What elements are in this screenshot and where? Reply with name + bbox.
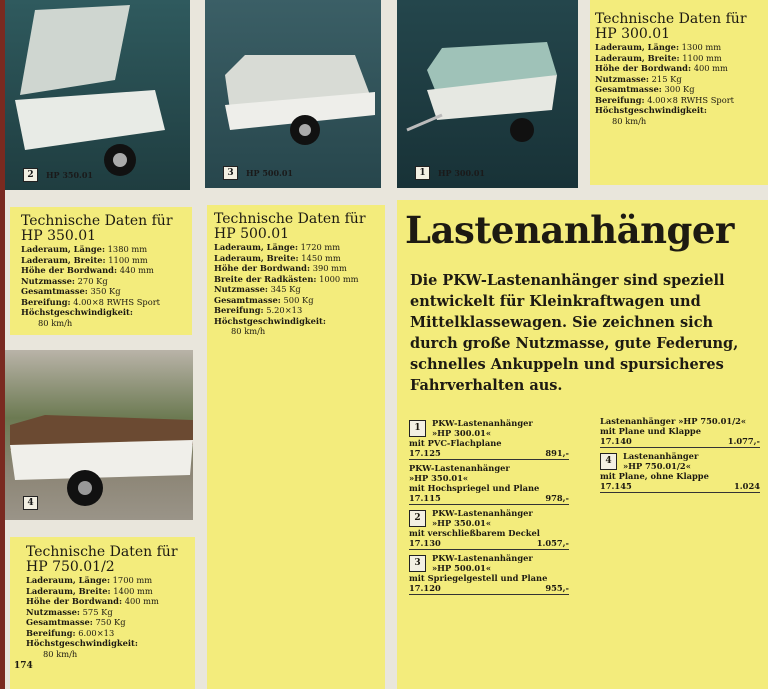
product-item xyxy=(409,508,569,550)
product-price: 1.024 xyxy=(734,481,760,491)
page-number: 174 xyxy=(14,661,33,671)
product-model: »HP 500.01« xyxy=(432,563,492,573)
product-code: 17.130 xyxy=(409,538,441,548)
spec-label: Bereifung: xyxy=(595,94,645,105)
product-name: Lastenanhänger xyxy=(623,451,699,461)
product-price: 1.077,- xyxy=(727,436,760,446)
product-description: mit PVC-Flachplane xyxy=(409,438,502,448)
spec-row xyxy=(595,105,768,116)
spec-label: Laderaum, Breite: xyxy=(21,254,106,265)
spec-title: Technische Daten für xyxy=(214,211,366,227)
spec-label: Gesamtmasse: xyxy=(26,617,93,627)
spec-value: 1380 mm xyxy=(107,244,148,254)
spec-label: Laderaum, Breite: xyxy=(214,252,299,263)
spec-box-hp300 xyxy=(590,0,768,185)
spec-model: HP 500.01 xyxy=(214,226,290,242)
spec-value: 5.20×13 xyxy=(266,305,303,315)
spec-row xyxy=(26,628,195,639)
spec-row xyxy=(26,607,195,618)
spec-value: 1100 mm xyxy=(108,254,148,265)
spec-row xyxy=(21,276,192,287)
spec-row xyxy=(214,263,385,274)
page-title: Lastenanhänger xyxy=(405,208,734,252)
spec-value: 575 Kg xyxy=(82,606,113,617)
spec-value: 440 mm xyxy=(119,265,154,275)
spec-label: Höhe der Bordwand: xyxy=(595,63,692,73)
spec-value: 750 Kg xyxy=(95,617,126,627)
spec-model: HP 350.01 xyxy=(21,228,97,244)
spec-label: Bereifung: xyxy=(26,627,76,638)
spec-value: 4.00×8 RWHS Sport xyxy=(73,296,161,307)
spec-value: 1000 mm xyxy=(319,273,359,284)
spec-value: 215 Kg xyxy=(651,73,682,84)
spec-value: 6.00×13 xyxy=(78,627,115,638)
spec-value: 345 Kg xyxy=(270,284,301,294)
spec-row xyxy=(214,284,385,295)
spec-row xyxy=(21,244,192,255)
product-code: 17.140 xyxy=(600,436,632,446)
spec-label: Breite der Radkästen: xyxy=(214,273,317,284)
spec-value: 80 km/h xyxy=(231,326,266,336)
spec-row xyxy=(21,307,192,318)
spec-row xyxy=(214,316,385,327)
spec-model: HP 300.01 xyxy=(595,26,671,42)
spec-row xyxy=(595,53,768,64)
spec-box-hp750 xyxy=(10,537,195,689)
spec-value: 4.00×8 RWHS Sport xyxy=(647,94,735,105)
photo-caption: HP 500.01 xyxy=(246,168,293,178)
spec-value: 500 Kg xyxy=(283,294,314,305)
spec-label: Gesamtmasse: xyxy=(21,286,88,296)
spec-value: 300 Kg xyxy=(664,84,695,94)
product-model: »HP 300.01« xyxy=(432,428,492,438)
photo-number: 3 xyxy=(223,166,238,180)
intro-text: Die PKW-Lastenanhänger sind speziell entwickelt für Kleinkraftwagen und Mittelklassewagen. Sie zeichnen sich durch große Nutzmasse, gute Federung, schnelles Ankuppeln und spursicheres Fahrverhalten aus. xyxy=(410,272,739,394)
product-item xyxy=(409,553,569,595)
product-name: PKW-Lastenanhänger xyxy=(432,418,533,428)
spec-row xyxy=(214,295,385,306)
spec-value: 400 mm xyxy=(124,596,159,606)
product-code: 17.120 xyxy=(409,583,441,593)
product-name: PKW-Lastenanhänger xyxy=(409,463,510,473)
product-name: PKW-Lastenanhänger xyxy=(432,508,533,518)
product-name: PKW-Lastenanhänger xyxy=(432,553,533,563)
photo-hp750 xyxy=(5,350,193,520)
photo-number: 2 xyxy=(23,168,38,182)
spec-box-hp350 xyxy=(10,207,192,335)
spec-label: Nutzmasse: xyxy=(595,73,649,84)
product-description: mit Spriegelgestell und Plane xyxy=(409,573,548,583)
spec-value: 1700 mm xyxy=(112,575,153,585)
product-number: 1 xyxy=(409,420,426,437)
product-number: 2 xyxy=(409,510,426,527)
photo-number: 4 xyxy=(23,496,38,510)
spec-value: 80 km/h xyxy=(38,317,73,328)
spec-title: Technische Daten für xyxy=(595,11,747,27)
spec-row xyxy=(26,617,195,628)
spec-label: Bereifung: xyxy=(214,305,264,315)
spec-row xyxy=(595,63,768,74)
spec-row xyxy=(595,95,768,106)
spec-label: Gesamtmasse: xyxy=(214,294,281,305)
spec-row xyxy=(21,255,192,266)
spec-value: 390 mm xyxy=(312,263,347,273)
product-number: 4 xyxy=(600,453,617,470)
product-list-right xyxy=(600,416,760,496)
spec-row xyxy=(214,274,385,285)
spec-label: Nutzmasse: xyxy=(26,606,80,617)
spec-model: HP 750.01/2 xyxy=(26,559,115,575)
spec-row xyxy=(21,297,192,308)
spec-label: Laderaum, Breite: xyxy=(26,585,111,596)
spec-label: Laderaum, Länge: xyxy=(26,575,111,585)
spec-value: 1450 mm xyxy=(301,252,341,263)
spec-label: Nutzmasse: xyxy=(214,284,268,294)
spec-box-hp500 xyxy=(207,205,385,689)
product-list-left xyxy=(409,418,569,598)
spec-label: Höhe der Bordwand: xyxy=(214,263,311,273)
product-number: 3 xyxy=(409,555,426,572)
spec-label: Laderaum, Breite: xyxy=(595,52,680,63)
photo-caption: HP 350.01 xyxy=(46,170,93,180)
spec-value: 400 mm xyxy=(693,63,728,73)
spec-label: Laderaum, Länge: xyxy=(21,244,106,254)
product-price: 891,- xyxy=(545,448,569,458)
spec-value: 270 Kg xyxy=(77,275,108,286)
spec-label: Gesamtmasse: xyxy=(595,84,662,94)
spec-label: Laderaum, Länge: xyxy=(595,42,680,52)
product-item xyxy=(600,416,760,448)
spec-row xyxy=(26,638,195,649)
spec-label: Bereifung: xyxy=(21,296,71,307)
product-item xyxy=(409,463,569,505)
product-price: 1.057,- xyxy=(536,538,569,548)
spec-value: 1720 mm xyxy=(300,242,341,252)
spec-title: Technische Daten für xyxy=(26,544,178,560)
spec-label: Nutzmasse: xyxy=(21,275,75,286)
spec-label: Höhe der Bordwand: xyxy=(21,265,118,275)
product-name: Lastenanhänger »HP 750.01/2« xyxy=(600,416,747,426)
spec-label: Höchstgeschwindigkeit: xyxy=(214,315,326,326)
product-description: mit Hochspriegel und Plane xyxy=(409,483,540,493)
main-panel xyxy=(397,200,768,689)
spec-value: 1300 mm xyxy=(681,42,722,52)
spec-value: 350 Kg xyxy=(90,286,121,296)
photo-hp500 xyxy=(205,0,381,188)
product-model: »HP 750.01/2« xyxy=(623,461,691,471)
photo-hp300 xyxy=(397,0,578,188)
product-model: »HP 350.01« xyxy=(409,473,469,483)
spec-value: 1100 mm xyxy=(682,52,722,63)
product-model: »HP 350.01« xyxy=(432,518,492,528)
spec-label: Laderaum, Länge: xyxy=(214,242,299,252)
spec-row xyxy=(214,305,385,316)
product-description: mit Plane und Klappe xyxy=(600,426,701,436)
spec-label: Höhe der Bordwand: xyxy=(26,596,123,606)
product-item xyxy=(600,451,760,493)
spec-value: 80 km/h xyxy=(612,115,647,126)
spec-label: Höchstgeschwindigkeit: xyxy=(21,307,133,317)
photo-caption: HP 300.01 xyxy=(438,168,485,178)
spec-row xyxy=(595,74,768,85)
spec-row xyxy=(214,253,385,264)
spec-row xyxy=(214,242,385,253)
product-code: 17.145 xyxy=(600,481,632,491)
spec-row xyxy=(21,265,192,276)
spec-label: Höchstgeschwindigkeit: xyxy=(595,105,707,115)
photo-number: 1 xyxy=(415,166,430,180)
product-description: mit Plane, ohne Klappe xyxy=(600,471,709,481)
product-price: 955,- xyxy=(545,583,569,593)
spec-row xyxy=(21,286,192,297)
spec-label: Höchstgeschwindigkeit: xyxy=(26,638,138,648)
spec-row xyxy=(26,586,195,597)
spec-row xyxy=(26,575,195,586)
product-code: 17.115 xyxy=(409,493,441,503)
spec-row xyxy=(595,84,768,95)
product-price: 978,- xyxy=(545,493,569,503)
spec-title: Technische Daten für xyxy=(21,213,173,229)
product-description: mit verschließbarem Deckel xyxy=(409,528,540,538)
spec-value: 80 km/h xyxy=(43,648,78,659)
product-code: 17.125 xyxy=(409,448,441,458)
spec-value: 1400 mm xyxy=(113,585,153,596)
spec-row xyxy=(595,42,768,53)
photo-hp350 xyxy=(5,0,190,190)
spec-row xyxy=(26,596,195,607)
product-item xyxy=(409,418,569,460)
